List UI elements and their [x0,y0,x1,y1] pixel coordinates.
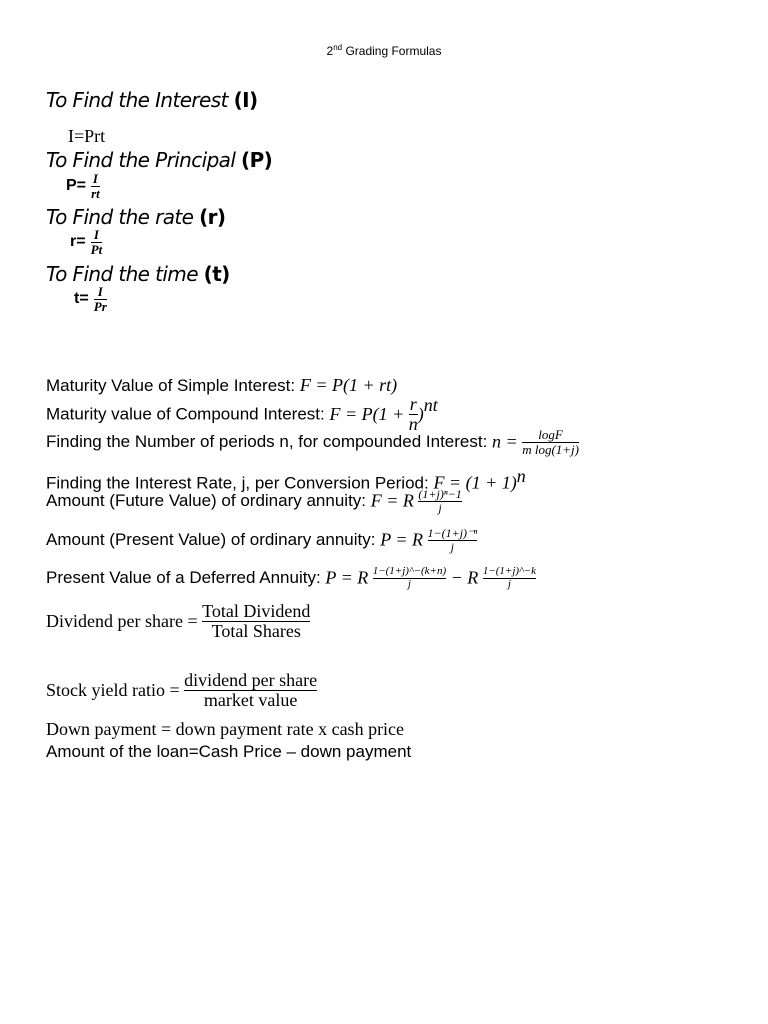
maturity-simple-formula: Maturity Value of Simple Interest: F = P(1 + rt) [46,375,398,395]
maturity-compound-formula: Maturity value of Compound Interest: F = P(1 + $\frac{r}{n}$ )$^{nt}$ [46,394,438,435]
present-annuity-formula: Amount (Present Value) of ordinary annuity: P = R $\frac{\text{1−(1+j)⁻ⁿ}}{j}$ [46,526,478,554]
dividend-formula: Dividend per share = $\frac{\text{Total Dividend}}{\text{Total Shares}}$ [46,601,311,641]
down-payment-formula: Down payment = down payment rate x cash price [46,719,405,739]
principal-formula: P= $\frac{I}{rt}$ [66,171,100,201]
loan-amount-formula: Amount of the loan=Cash Price – down payment [46,742,412,761]
deferred-annuity-formula: Present Value of a Deferred Annuity: P = R $\frac{1-(1+j)\^{}-(k+n)}{j}$ − R $\frac{1-(1+j)\^{}-k}{j}$ [46,565,536,590]
interest-heading: To Find the Interest (I) [46,88,258,112]
principal-heading: To Find the Principal (P) [46,148,273,172]
stock-yield-formula: Stock yield ratio = $\frac{\text{dividend per share}}{\text{market value}}$ [46,670,318,710]
rate-heading: To Find the rate (r) [46,205,226,229]
interest-formula: I=Prt [68,126,106,146]
future-annuity-formula: Amount (Future Value) of ordinary annuity: F = R $\frac{\text{(1+j)ⁿ−1}}{j}$ [46,487,462,515]
interest-rate-formula: Finding the Interest Rate, j, per Conversion Period: $F = (1 + 1)^n$ [46,466,526,493]
time-heading: To Find the time (t) [46,262,230,286]
time-formula: t= $\frac{I}{Pr}$ [74,284,107,314]
rate-formula: r= $\frac{I}{Pt}$ [70,227,103,257]
page-title: 2nd Grading Formulas [326,43,442,58]
num-periods-formula: Finding the Number of periods n, for compounded Interest: n = $\frac{\log F}{\text{m log(1+j)}}$ [46,427,579,457]
